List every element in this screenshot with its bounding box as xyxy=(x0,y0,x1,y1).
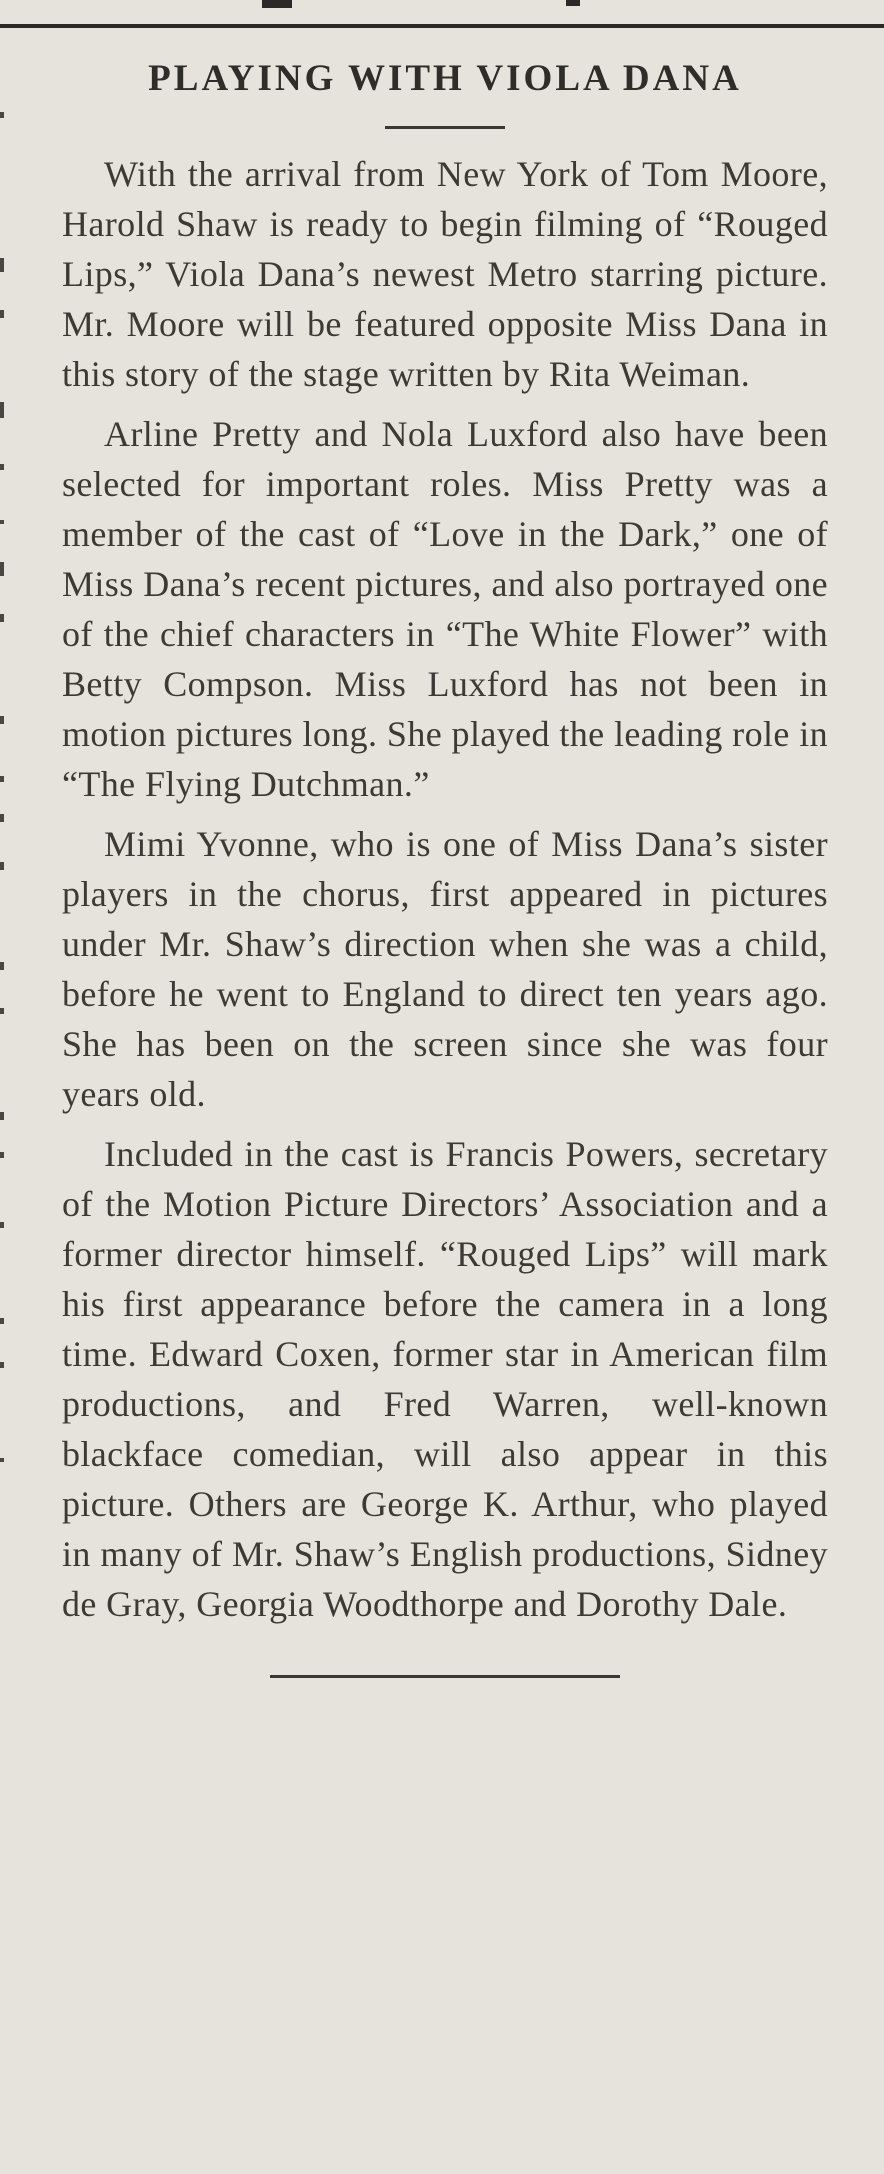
top-fragment-mark xyxy=(566,0,580,6)
gutter-mark xyxy=(0,1362,4,1368)
gutter-mark xyxy=(0,112,4,118)
gutter-mark xyxy=(0,310,4,318)
gutter-mark xyxy=(0,1152,4,1158)
gutter-mark xyxy=(0,862,4,870)
gutter-mark xyxy=(0,814,4,822)
end-rule xyxy=(270,1675,620,1678)
paragraph: With the arrival from New York of Tom Moore, Harold Shaw is ready to begin filming of “Rouged Lips,” Viola Dana’s newest Metro starring picture. Mr. Moore will be featured opposite Miss Dana in this story of the stage written by Rita Weiman. xyxy=(62,154,828,394)
gutter-mark xyxy=(0,562,4,576)
gutter-mark xyxy=(0,464,4,470)
gutter-mark xyxy=(0,1008,4,1014)
gutter-mark xyxy=(0,402,4,418)
paragraph: Mimi Yvonne, who is one of Miss Dana’s sister players in the chorus, first appeared in pictures under Mr. Shaw’s direction when she was a child, before he went to England to direct ten years ago. She has been on the screen since she was four years old. xyxy=(62,824,828,1114)
headline: PLAYING WITH VIOLA DANA xyxy=(148,58,742,99)
headline-divider xyxy=(385,126,505,129)
paragraph: Included in the cast is Francis Powers, secretary of the Motion Picture Directors’ Association and a former director himself. “Rouged Lips” will mark his first appearance before the camera in a long time. Edward Coxen, former star in American film productions, and Fred Warren, well-known blackface comedian, will also appear in this picture. Others are George K. Arthur, who played in many of Mr. Shaw’s English productions, Sidney de Gray, Georgia Woodthorpe and Dorothy Dale. xyxy=(62,1134,828,1624)
gutter-mark xyxy=(0,1318,4,1324)
top-rule xyxy=(0,24,884,28)
gutter-mark xyxy=(0,716,4,724)
gutter-mark xyxy=(0,1112,4,1120)
article-column xyxy=(62,44,828,1678)
gutter-mark xyxy=(0,1222,4,1228)
gutter-mark xyxy=(0,776,4,782)
gutter-mark xyxy=(0,1458,4,1462)
gutter-mark xyxy=(0,258,4,272)
gutter-mark xyxy=(0,614,4,622)
gutter-mark xyxy=(0,962,4,970)
paragraph: Arline Pretty and Nola Luxford also have been selected for important roles. Miss Pretty was a member of the cast of “Love in the Dark,” one of Miss Dana’s recent pictures, and also portrayed one of the chief characters in “The White Flower” with Betty Compson. Miss Luxford has not been in motion pictures long. She played the leading role in “The Flying Dutchman.” xyxy=(62,414,828,804)
gutter-mark xyxy=(0,520,4,524)
top-fragment-mark xyxy=(262,0,292,8)
